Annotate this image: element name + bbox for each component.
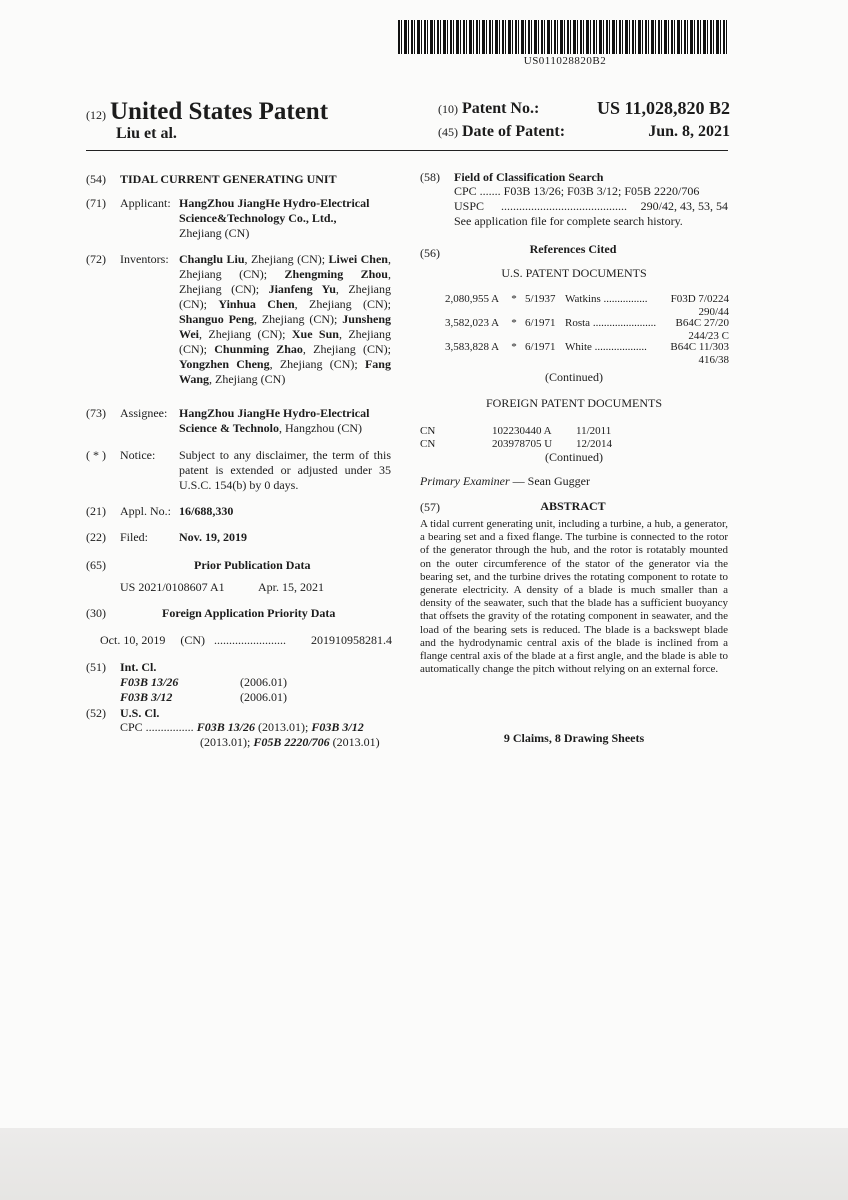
us-doc-row (445, 293, 729, 319)
foreign-date: Oct. 10, 2019 (100, 633, 166, 647)
inventor-name: Fang Wang (179, 357, 391, 386)
appl-code: (21) (86, 504, 106, 518)
intcl-class: F03B 13/26 (120, 675, 179, 689)
us-doc-star: * (511, 341, 517, 353)
barcode (398, 20, 728, 54)
uscl-cpc-line1 (120, 720, 392, 735)
inventor-name: Junsheng Wei (179, 312, 391, 341)
us-doc-class2: 416/38 (698, 354, 729, 366)
us-doc-row (445, 341, 729, 367)
authors: Liu et al. (116, 125, 177, 142)
us-doc-date: 6/1971 (525, 317, 556, 329)
foreign-doc-number: 203978705 U (492, 438, 553, 450)
intcl-version: (2006.01) (240, 690, 287, 704)
us-docs-title: U.S. PATENT DOCUMENTS (501, 266, 647, 280)
intcl-code: (51) (86, 660, 106, 674)
us-doc-number: 3,583,828 A (445, 341, 500, 353)
search-uspc-row (454, 199, 728, 214)
foreign-doc-number: 102230440 A (492, 425, 552, 437)
us-doc-number: 2,080,955 A (445, 293, 500, 305)
assignee-label: Assignee: (120, 406, 168, 420)
foreign-doc-date: 11/2011 (576, 425, 612, 437)
foreign-country: (CN) (180, 633, 205, 647)
uscl-class-a: F03B 13/26 (196, 720, 256, 734)
filed-label: Filed: (120, 530, 149, 544)
invention-title: TIDAL CURRENT GENERATING UNIT (120, 172, 337, 186)
inventor-location: , Zhejiang (CN); (179, 282, 391, 311)
inventor-location: , Zhejiang (CN); (179, 327, 392, 356)
uscl-code: (52) (86, 706, 106, 720)
prior-date: Apr. 15, 2021 (258, 580, 324, 594)
inventor-location: , Zhejiang (CN); (253, 312, 343, 326)
inventors-code: (72) (86, 252, 106, 266)
us-doc-class: B64C 11/303 (670, 341, 729, 353)
search-note: See application file for complete search history. (454, 214, 683, 228)
inventor-location: , Zhejiang (CN); (179, 252, 391, 281)
uscl-class-b: F03B 3/12 (311, 720, 364, 734)
uscl-class-a-date: (2013.01); (255, 720, 312, 734)
prior-title: Prior Publication Data (194, 558, 311, 572)
patent-no-code: (10) (438, 102, 458, 116)
foreign-doc-country: CN (420, 438, 436, 450)
us-doc-date: 5/1937 (525, 293, 556, 305)
patent-date-row (438, 123, 730, 141)
inventor-name: Shanguo Peng (179, 312, 254, 326)
patent-date: Jun. 8, 2021 (648, 123, 730, 140)
claims-summary: 9 Claims, 8 Drawing Sheets (503, 731, 645, 745)
us-doc-date: 6/1971 (525, 341, 556, 353)
applicant-code: (71) (86, 196, 106, 210)
inventor-name: Yongzhen Cheng (179, 357, 270, 371)
us-doc-number: 3,582,023 A (445, 317, 500, 329)
appl-label: Appl. No.: (120, 504, 171, 518)
foreign-docs-continued: (Continued) (545, 450, 603, 464)
us-doc-row (445, 317, 729, 343)
abstract-code: (57) (420, 500, 440, 514)
us-doc-class2: 290/44 (698, 306, 729, 318)
inventor-location: , Zhejiang (CN); (302, 342, 392, 356)
us-doc-dots: ....................... (592, 317, 657, 329)
patent-number-row (438, 100, 730, 118)
inventor-location: , Zhejiang (CN) (209, 372, 286, 386)
uscl-cpc-label: CPC ................ (120, 720, 194, 734)
patent-no: US 11,028,820 B2 (596, 98, 730, 118)
inventor-name: Zhengming Zhou (284, 267, 388, 281)
us-doc-star: * (511, 293, 517, 305)
assignee-name: HangZhou JiangHe Hydro-Electrical Science & Technolo (179, 406, 370, 435)
foreign-doc-country: CN (420, 425, 436, 437)
doc-kind: United States Patent (110, 98, 329, 125)
search-code: (58) (420, 170, 440, 184)
search-cpc: CPC ....... F03B 13/26; F03B 3/12; F05B 2220/706 (454, 184, 700, 198)
intcl-version: (2006.01) (240, 675, 287, 689)
examiner-row (420, 474, 590, 489)
refs-code: (56) (420, 246, 440, 260)
uscl-class-c: F05B 2220/706 (253, 735, 330, 749)
applicant-label: Applicant: (120, 196, 171, 210)
filed-code: (22) (86, 530, 106, 544)
inventor-location: , Zhejiang (CN); (294, 297, 391, 311)
inventor-location: , Zhejiang (CN); (244, 252, 329, 266)
header-divider (86, 150, 728, 151)
patent-no-label: Patent No.: (462, 100, 540, 117)
uscl-cpc-line2 (200, 735, 380, 750)
search-uspc-label: USPC (454, 199, 485, 213)
abstract-text: A tidal current generating unit, including a turbine, a hub, a generator, a bearing set and a fixed flange. The turbine is connected to the rotor of the generator through the hub, and the rotor is rotatably mounted on the outer circumference of the stator of the generator via the bearing set, and the turbine drives the rotating component to rotate to generate electricity. A density of a blade is much smaller than a density of the seawater, such that the blade has a sufficient buoyancy that offsets the gravity of the rotating component in seawater, and the load of the bearing sets is reduced. The blade is a backswept blade and the hydrodynamic central axis of the blade is inclined from a flange central axis of the blade at a first angle, and the blade is able to automatically change the pitch without relying on an external force. (420, 518, 728, 676)
assignee-block (179, 406, 391, 436)
inventor-name: Jianfeng Yu (268, 282, 336, 296)
doc-kind-code: (12) (86, 108, 106, 122)
notice-code: ( * ) (86, 448, 106, 462)
intcl-class: F03B 3/12 (120, 690, 173, 704)
inventor-name: Yinhua Chen (218, 297, 295, 311)
us-doc-dots: ................... (594, 341, 647, 353)
search-uspc-dots: .......................................... (501, 199, 628, 213)
us-doc-class2: 244/23 C (688, 330, 729, 342)
barcode-number: US011028820B2 (523, 55, 607, 67)
scan-shadow (0, 1128, 848, 1200)
foreign-code: (30) (86, 606, 106, 620)
inventor-name: Chunming Zhao (214, 342, 303, 356)
patent-header-title (86, 98, 328, 126)
search-uspc-value: 290/42, 43, 53, 54 (640, 199, 728, 213)
inventor-name: Changlu Liu (179, 252, 245, 266)
notice-label: Notice: (120, 448, 156, 462)
foreign-docs-title: FOREIGN PATENT DOCUMENTS (485, 396, 663, 410)
foreign-doc-row (420, 425, 611, 438)
us-doc-star: * (511, 317, 517, 329)
inventor-name: Xue Sun (291, 327, 339, 341)
appl-number: 16/688,330 (179, 504, 234, 518)
applicant-location: Zhejiang (CN) (179, 226, 250, 240)
us-doc-class: F03D 7/0224 (670, 293, 729, 305)
us-docs-continued: (Continued) (545, 370, 603, 384)
date-code: (45) (438, 125, 458, 139)
date-label: Date of Patent: (462, 123, 566, 140)
intcl-title: Int. Cl. (120, 660, 157, 674)
intcl-row (120, 690, 287, 705)
inventors-label: Inventors: (120, 252, 169, 266)
applicant-block (179, 196, 391, 241)
inventor-name: Liwei Chen (328, 252, 388, 266)
uscl-class-c-date: (2013.01) (329, 735, 380, 749)
assignee-location: , Hangzhou (CN) (279, 421, 362, 435)
us-doc-dots: ................ (603, 293, 648, 305)
examiner-label: Primary Examiner (420, 474, 510, 488)
inventors-list (179, 252, 391, 387)
refs-title: References Cited (529, 242, 617, 256)
abstract-title: ABSTRACT (540, 499, 606, 513)
foreign-doc-date: 12/2014 (576, 438, 613, 450)
applicant-name: HangZhou JiangHe Hydro-Electrical Science&Technology Co., Ltd., (179, 196, 370, 225)
notice-text: Subject to any disclaimer, the term of this patent is extended or adjusted under 35 U.S.C. 154(b) by 0 days. (179, 448, 391, 492)
uscl-class-b-date: (2013.01); (200, 735, 254, 749)
prior-number: US 2021/0108607 A1 (120, 580, 225, 594)
foreign-number: 201910958281.4 (311, 633, 392, 647)
examiner-name: — Sean Gugger (512, 474, 590, 488)
search-title: Field of Classification Search (454, 170, 604, 184)
foreign-title: Foreign Application Priority Data (162, 606, 336, 620)
foreign-priority-row (100, 633, 392, 648)
intcl-row (120, 675, 287, 690)
inventor-location: , Zhejiang (CN); (199, 327, 292, 341)
inventor-location: , Zhejiang (CN); (179, 267, 391, 296)
prior-code: (65) (86, 558, 106, 572)
us-doc-name: Watkins (565, 293, 601, 305)
inventor-location: , Zhejiang (CN); (269, 357, 365, 371)
us-doc-class: B64C 27/20 (675, 317, 729, 329)
filed-date: Nov. 19, 2019 (179, 530, 248, 544)
us-doc-name: Rosta (565, 317, 591, 329)
foreign-dots: ........................ (214, 633, 286, 647)
title-code: (54) (86, 172, 106, 186)
assignee-code: (73) (86, 406, 106, 420)
uscl-title: U.S. Cl. (120, 706, 160, 720)
us-doc-name: White (565, 341, 592, 353)
